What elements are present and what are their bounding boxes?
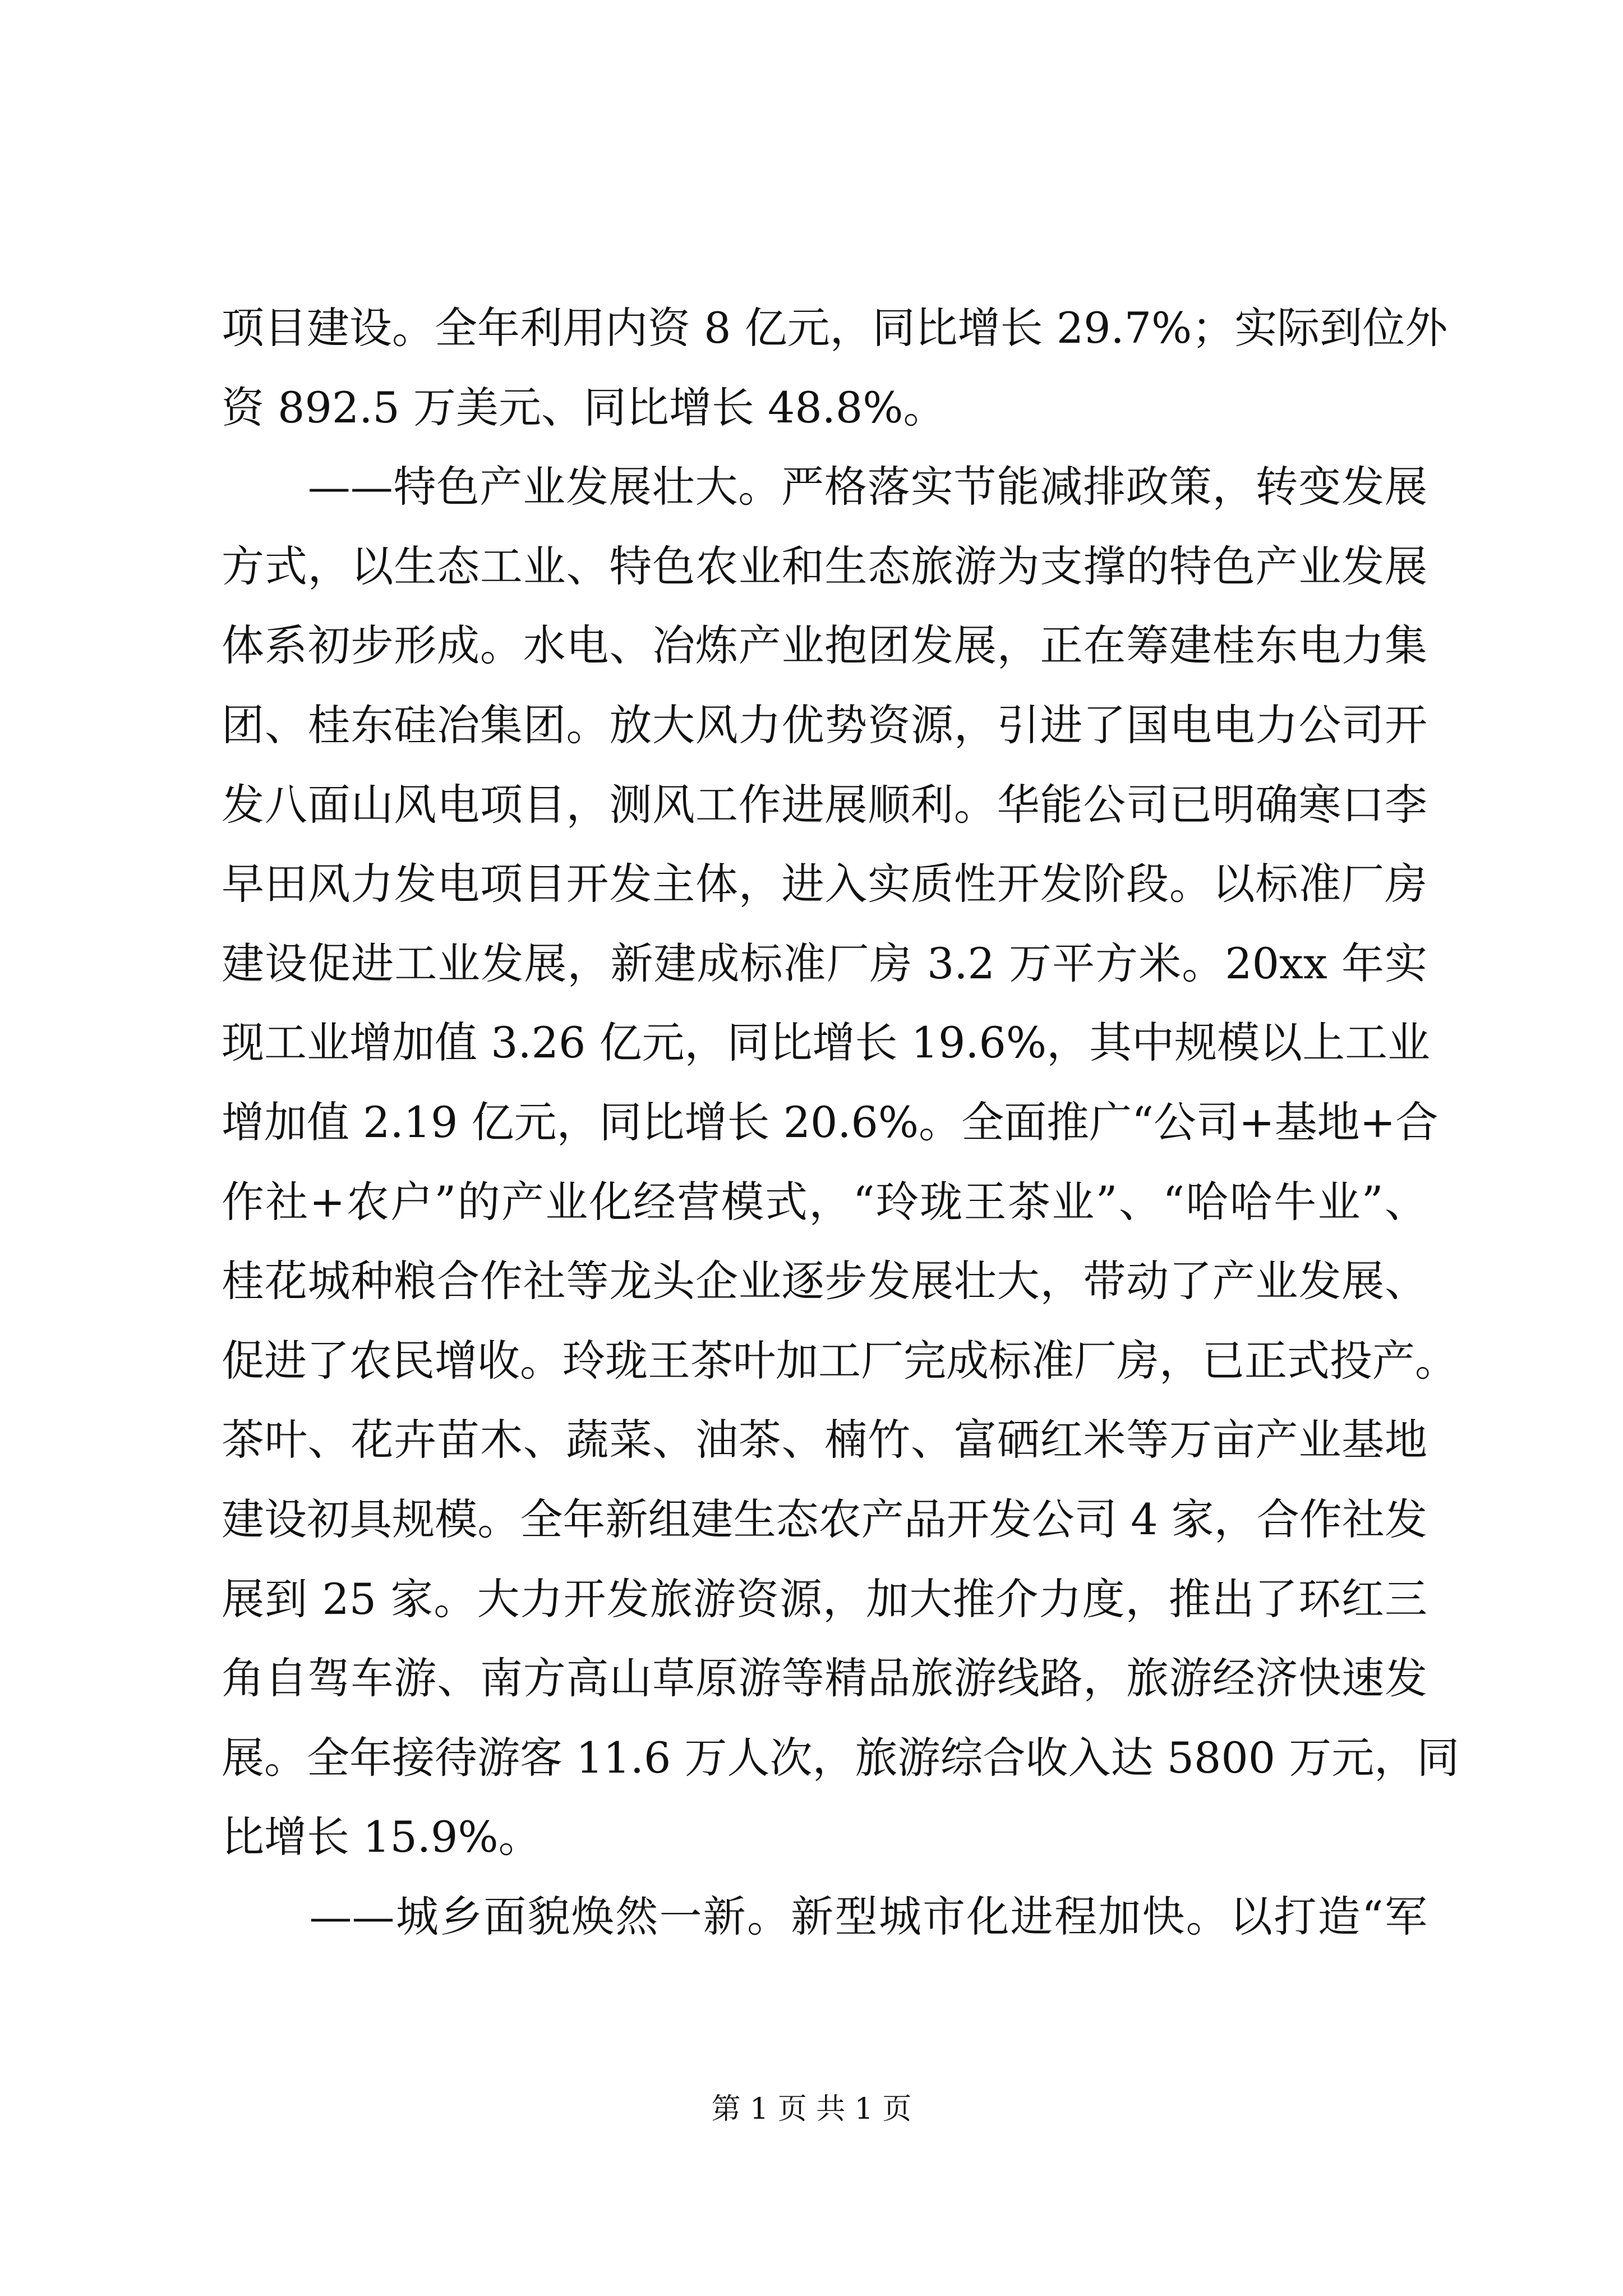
text-line: 资 892.5 万美元、同比增长 48.8%。 — [222, 382, 946, 432]
text-line: 桂花城种粮合作社等龙头企业逐步发展壮大，带动了产业发展、 — [222, 1256, 1427, 1306]
text-line: 增加值 2.19 亿元，同比增长 20.6%。全面推广“公司+基地+合 — [222, 1097, 1438, 1147]
text-line: 发八面山风电项目，测风工作进展顺利。华能公司已明确寒口李 — [222, 779, 1427, 830]
text-line: 茶叶、花卉苗木、蔬菜、油茶、楠竹、富硒红米等万亩产业基地 — [222, 1415, 1427, 1465]
text-line: 展。全年接待游客 11.6 万人次，旅游综合收入达 5800 万元，同 — [222, 1732, 1460, 1783]
text-line: 建设初具规模。全年新组建生态农产品开发公司 4 家，合作社发 — [222, 1494, 1427, 1544]
text-line: 建设促进工业发展，新建成标准厂房 3.2 万平方米。20xx 年实 — [222, 938, 1427, 988]
text-line: 比增长 15.9%。 — [222, 1812, 541, 1862]
text-line: 团、桂东硅冶集团。放大风力优势资源，引进了国电电力公司开 — [222, 700, 1427, 750]
text-line: 促进了农民增收。玲珑王茶叶加工厂完成标准厂房，已正式投产。 — [222, 1335, 1458, 1386]
page-footer: 第 1 页 共 1 页 — [711, 2092, 912, 2126]
document-body — [222, 288, 1460, 1956]
text-line: 项目建设。全年利用内资 8 亿元，同比增长 29.7%；实际到位外 — [222, 303, 1448, 353]
text-line: ——特色产业发展壮大。严格落实节能减排政策，转变发展 — [222, 462, 1427, 512]
text-line: 体系初步形成。水电、冶炼产业抱团发展，正在筹建桂东电力集 — [222, 620, 1427, 671]
text-line: 方式，以生态工业、特色农业和生态旅游为支撑的特色产业发展 — [222, 541, 1427, 591]
text-line: ——城乡面貌焕然一新。新型城市化进程加快。以打造“军 — [222, 1891, 1427, 1941]
text-line: 展到 25 家。大力开发旅游资源，加大推介力度，推出了环红三 — [222, 1573, 1427, 1624]
text-line: 现工业增加值 3.26 亿元，同比增长 19.6%，其中规模以上工业 — [222, 1018, 1431, 1068]
text-line: 作社+农户”的产业化经营模式，“玲珑王茶业”、“哈哈牛业”、 — [222, 1176, 1427, 1227]
text-line: 角自驾车游、南方高山草原游等精品旅游线路，旅游经济快速发 — [222, 1653, 1427, 1704]
text-line: 早田风力发电项目开发主体，进入实质性开发阶段。以标准厂房 — [222, 859, 1427, 909]
